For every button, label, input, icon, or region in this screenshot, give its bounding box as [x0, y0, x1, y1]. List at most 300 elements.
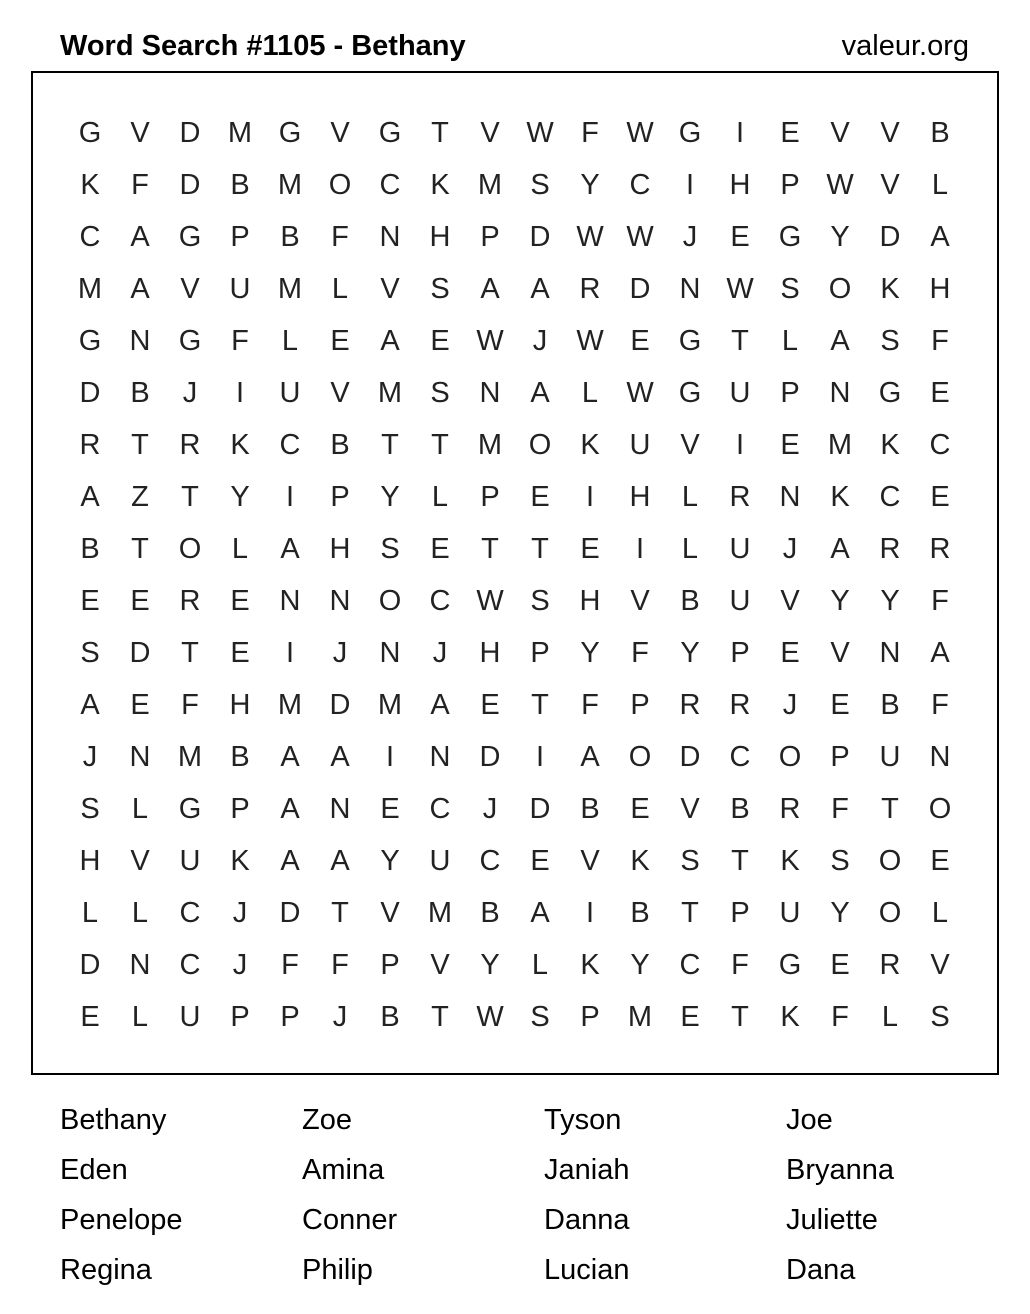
grid-letter: V — [480, 117, 500, 149]
grid-letter: C — [379, 169, 401, 201]
grid-letter: A — [930, 221, 950, 253]
grid-letter: M — [177, 741, 203, 773]
grid-letter: I — [685, 169, 695, 201]
grid-letter: W — [626, 221, 654, 253]
grid-letter: S — [380, 533, 400, 565]
grid-letter: E — [930, 845, 950, 877]
grid-letter: R — [729, 481, 751, 513]
grid-letter: N — [679, 273, 701, 305]
grid-letter: P — [480, 481, 500, 513]
grid-letter: H — [929, 273, 951, 305]
grid-letter: L — [131, 793, 149, 825]
grid-letter: E — [130, 689, 150, 721]
grid-letter: S — [930, 1001, 950, 1033]
grid-letter: A — [830, 325, 850, 357]
grid-letter: A — [430, 689, 450, 721]
grid-letter: S — [530, 585, 550, 617]
grid-letter: K — [880, 273, 900, 305]
grid-letter: R — [179, 429, 201, 461]
grid-letter: B — [280, 221, 300, 253]
grid-letter: O — [878, 845, 902, 877]
grid-letter: N — [129, 741, 151, 773]
grid-letter: E — [680, 1001, 700, 1033]
grid-letter: K — [580, 429, 600, 461]
grid-letter: K — [830, 481, 850, 513]
grid-letter: E — [730, 221, 750, 253]
grid-letter: V — [880, 117, 900, 149]
grid-letter: C — [179, 897, 201, 929]
grid-letter: R — [729, 689, 751, 721]
word-list-item: Juliette — [786, 1204, 878, 1236]
grid-letter: H — [729, 169, 751, 201]
grid-letter: K — [80, 169, 100, 201]
grid-letter: K — [780, 845, 800, 877]
word-list-item: Zoe — [302, 1104, 352, 1136]
grid-letter: W — [626, 117, 654, 149]
grid-letter: S — [830, 845, 850, 877]
grid-letter: G — [678, 325, 702, 357]
grid-letter: T — [431, 429, 449, 461]
grid-letter: C — [729, 741, 751, 773]
grid-letter: K — [880, 429, 900, 461]
grid-letter: G — [778, 221, 802, 253]
word-list-item: Dana — [786, 1254, 856, 1286]
grid-letter: E — [630, 793, 650, 825]
grid-letter: I — [735, 429, 745, 461]
grid-letter: J — [532, 325, 548, 357]
word-list-item: Danna — [544, 1204, 630, 1236]
grid-letter: V — [380, 897, 400, 929]
grid-letter: K — [230, 845, 250, 877]
grid-letter: V — [680, 429, 700, 461]
grid-letter: A — [130, 221, 150, 253]
word-list-item: Eden — [60, 1154, 128, 1186]
grid-letter: E — [930, 481, 950, 513]
grid-letter: E — [130, 585, 150, 617]
grid-letter: P — [780, 377, 800, 409]
grid-letter: L — [581, 377, 599, 409]
grid-letter: E — [230, 637, 250, 669]
grid-letter: T — [181, 637, 199, 669]
grid-letter: M — [277, 169, 303, 201]
grid-letter: E — [530, 845, 550, 877]
grid-letter: T — [731, 845, 749, 877]
word-list-item: Joe — [786, 1104, 833, 1136]
grid-letter: K — [780, 1001, 800, 1033]
grid-letter: B — [230, 169, 250, 201]
grid-letter: T — [131, 429, 149, 461]
grid-letter: M — [627, 1001, 653, 1033]
grid-letter: C — [429, 585, 451, 617]
grid-letter: W — [626, 377, 654, 409]
grid-letter: U — [279, 377, 301, 409]
grid-letter: R — [929, 533, 951, 565]
grid-letter: E — [830, 689, 850, 721]
grid-letter: T — [431, 1001, 449, 1033]
grid-letter: Y — [380, 845, 400, 877]
grid-letter: E — [630, 325, 650, 357]
grid-letter: F — [831, 793, 849, 825]
grid-letter: H — [479, 637, 501, 669]
grid-letter: I — [285, 637, 295, 669]
grid-letter: C — [629, 169, 651, 201]
grid-letter: A — [830, 533, 850, 565]
grid-letter: I — [635, 533, 645, 565]
grid-letter: F — [181, 689, 199, 721]
grid-letter: V — [680, 793, 700, 825]
word-list-item: Regina — [60, 1254, 152, 1286]
grid-letter: B — [630, 897, 650, 929]
grid-letter: J — [782, 533, 798, 565]
grid-letter: A — [480, 273, 500, 305]
grid-letter: F — [931, 689, 949, 721]
grid-letter: U — [729, 533, 751, 565]
grid-letter: V — [880, 169, 900, 201]
grid-letter: M — [477, 169, 503, 201]
grid-letter: L — [931, 169, 949, 201]
grid-letter: L — [681, 533, 699, 565]
grid-letter: S — [530, 169, 550, 201]
puzzle-box — [31, 71, 999, 1075]
grid-letter: H — [79, 845, 101, 877]
grid-letter: P — [330, 481, 350, 513]
grid-letter: O — [178, 533, 202, 565]
grid-letter: P — [830, 741, 850, 773]
grid-letter: R — [879, 949, 901, 981]
grid-letter: W — [576, 221, 604, 253]
grid-letter: T — [331, 897, 349, 929]
grid-letter: B — [680, 585, 700, 617]
grid-letter: D — [179, 117, 201, 149]
grid-letter: E — [430, 325, 450, 357]
grid-letter: Y — [880, 585, 900, 617]
grid-letter: F — [581, 689, 599, 721]
grid-letter: M — [477, 429, 503, 461]
grid-letter: Z — [131, 481, 149, 513]
grid-letter: C — [429, 793, 451, 825]
grid-letter: T — [381, 429, 399, 461]
grid-letter: L — [531, 949, 549, 981]
grid-letter: M — [277, 273, 303, 305]
grid-letter: G — [278, 117, 302, 149]
grid-letter: Y — [830, 897, 850, 929]
grid-letter: W — [476, 1001, 504, 1033]
grid-letter: V — [830, 117, 850, 149]
grid-letter: T — [481, 533, 499, 565]
grid-letter: V — [430, 949, 450, 981]
grid-letter: H — [329, 533, 351, 565]
grid-letter: A — [280, 533, 300, 565]
grid-letter: I — [235, 377, 245, 409]
grid-letter: F — [331, 949, 349, 981]
grid-letter: A — [330, 741, 350, 773]
grid-letter: N — [879, 637, 901, 669]
grid-letter: B — [880, 689, 900, 721]
grid-letter: O — [878, 897, 902, 929]
grid-letter: N — [329, 793, 351, 825]
grid-letter: P — [580, 1001, 600, 1033]
grid-letter: U — [429, 845, 451, 877]
grid-letter: P — [530, 637, 550, 669]
grid-letter: S — [530, 1001, 550, 1033]
grid-letter: F — [131, 169, 149, 201]
grid-letter: E — [80, 585, 100, 617]
grid-letter: G — [78, 325, 102, 357]
grid-letter: T — [881, 793, 899, 825]
grid-letter: J — [82, 741, 98, 773]
site-name: valeur.org — [841, 30, 969, 62]
grid-letter: D — [479, 741, 501, 773]
grid-letter: P — [280, 1001, 300, 1033]
grid-letter: R — [679, 689, 701, 721]
grid-letter: E — [580, 533, 600, 565]
grid-letter: V — [830, 637, 850, 669]
grid-letter: E — [380, 793, 400, 825]
grid-letter: N — [929, 741, 951, 773]
grid-letter: L — [81, 897, 99, 929]
grid-letter: L — [781, 325, 799, 357]
grid-letter: Y — [580, 169, 600, 201]
grid-letter: A — [80, 689, 100, 721]
grid-letter: C — [479, 845, 501, 877]
grid-letter: V — [330, 117, 350, 149]
grid-letter: C — [279, 429, 301, 461]
grid-letter: P — [780, 169, 800, 201]
grid-letter: V — [130, 117, 150, 149]
grid-letter: B — [730, 793, 750, 825]
grid-letter: R — [879, 533, 901, 565]
grid-letter: H — [579, 585, 601, 617]
grid-letter: N — [379, 637, 401, 669]
grid-letter: L — [931, 897, 949, 929]
word-list — [60, 1095, 1028, 1295]
grid-letter: I — [735, 117, 745, 149]
grid-letter: M — [77, 273, 103, 305]
grid-letter: N — [479, 377, 501, 409]
grid-letter: V — [180, 273, 200, 305]
grid-letter: N — [829, 377, 851, 409]
grid-letter: W — [526, 117, 554, 149]
grid-letter: M — [377, 377, 403, 409]
grid-letter: G — [178, 325, 202, 357]
grid-letter: J — [682, 221, 698, 253]
grid-letter: Y — [380, 481, 400, 513]
grid-letter: U — [879, 741, 901, 773]
grid-letter: T — [181, 481, 199, 513]
grid-letter: M — [427, 897, 453, 929]
grid-letter: N — [279, 585, 301, 617]
grid-letter: A — [380, 325, 400, 357]
grid-letter: T — [681, 897, 699, 929]
grid-letter: B — [80, 533, 100, 565]
word-list-item: Conner — [302, 1204, 398, 1236]
grid-letter: B — [230, 741, 250, 773]
grid-letter: J — [432, 637, 448, 669]
grid-letter: E — [230, 585, 250, 617]
grid-letter: R — [779, 793, 801, 825]
grid-letter: B — [930, 117, 950, 149]
grid-letter: P — [480, 221, 500, 253]
grid-letter: W — [476, 325, 504, 357]
grid-letter: U — [179, 845, 201, 877]
grid-letter: Y — [480, 949, 500, 981]
grid-letter: C — [879, 481, 901, 513]
grid-letter: B — [330, 429, 350, 461]
grid-letter: Y — [830, 221, 850, 253]
grid-letter: D — [679, 741, 701, 773]
grid-letter: K — [430, 169, 450, 201]
grid-letter: R — [79, 429, 101, 461]
grid-letter: Y — [580, 637, 600, 669]
grid-letter: F — [331, 221, 349, 253]
grid-letter: C — [179, 949, 201, 981]
grid-letter: T — [131, 533, 149, 565]
grid-letter: D — [529, 793, 551, 825]
grid-letter: E — [780, 429, 800, 461]
grid-letter: C — [79, 221, 101, 253]
grid-letter: N — [129, 949, 151, 981]
grid-letter: S — [80, 637, 100, 669]
grid-letter: P — [230, 1001, 250, 1033]
grid-letter: L — [131, 1001, 149, 1033]
grid-letter: K — [230, 429, 250, 461]
grid-letter: L — [331, 273, 349, 305]
grid-letter: B — [580, 793, 600, 825]
grid-letter: T — [531, 689, 549, 721]
grid-letter: O — [528, 429, 552, 461]
grid-letter: T — [531, 533, 549, 565]
grid-letter: E — [780, 117, 800, 149]
grid-letter: R — [179, 585, 201, 617]
grid-letter: Y — [630, 949, 650, 981]
grid-letter: I — [585, 897, 595, 929]
grid-letter: V — [380, 273, 400, 305]
grid-letter: B — [130, 377, 150, 409]
grid-letter: D — [879, 221, 901, 253]
grid-letter: S — [680, 845, 700, 877]
grid-letter: R — [579, 273, 601, 305]
grid-letter: D — [279, 897, 301, 929]
grid-letter: I — [285, 481, 295, 513]
grid-letter: N — [129, 325, 151, 357]
grid-letter: F — [731, 949, 749, 981]
grid-letter: E — [830, 949, 850, 981]
grid-letter: D — [179, 169, 201, 201]
grid-letter: F — [831, 1001, 849, 1033]
grid-letter: V — [330, 377, 350, 409]
grid-letter: F — [281, 949, 299, 981]
grid-letter: E — [530, 481, 550, 513]
grid-letter: N — [379, 221, 401, 253]
grid-letter: A — [530, 897, 550, 929]
grid-letter: K — [580, 949, 600, 981]
grid-letter: W — [826, 169, 854, 201]
grid-letter: E — [430, 533, 450, 565]
grid-letter: L — [681, 481, 699, 513]
grid-letter: S — [430, 273, 450, 305]
grid-letter: H — [629, 481, 651, 513]
grid-letter: U — [729, 585, 751, 617]
grid-letter: N — [329, 585, 351, 617]
grid-letter: S — [880, 325, 900, 357]
grid-letter: G — [178, 793, 202, 825]
grid-letter: Y — [230, 481, 250, 513]
grid-letter: D — [529, 221, 551, 253]
grid-letter: I — [385, 741, 395, 773]
grid-letter: J — [332, 1001, 348, 1033]
page-title: Word Search #1105 - Bethany — [60, 30, 466, 62]
grid-letter: D — [79, 377, 101, 409]
grid-letter: A — [80, 481, 100, 513]
word-list-item: Tyson — [544, 1104, 622, 1136]
grid-letter: E — [480, 689, 500, 721]
grid-letter: G — [178, 221, 202, 253]
grid-letter: P — [380, 949, 400, 981]
grid-letter: O — [778, 741, 802, 773]
letter-grid — [65, 107, 965, 1043]
grid-letter: A — [130, 273, 150, 305]
grid-letter: W — [576, 325, 604, 357]
grid-letter: Y — [680, 637, 700, 669]
grid-letter: A — [580, 741, 600, 773]
grid-letter: A — [530, 377, 550, 409]
grid-letter: L — [431, 481, 449, 513]
grid-letter: P — [630, 689, 650, 721]
grid-letter: F — [631, 637, 649, 669]
grid-letter: L — [131, 897, 149, 929]
grid-letter: C — [929, 429, 951, 461]
grid-letter: U — [229, 273, 251, 305]
grid-letter: V — [130, 845, 150, 877]
grid-letter: K — [630, 845, 650, 877]
grid-letter: O — [378, 585, 402, 617]
grid-letter: W — [726, 273, 754, 305]
grid-letter: D — [79, 949, 101, 981]
grid-letter: N — [429, 741, 451, 773]
grid-letter: T — [431, 117, 449, 149]
grid-letter: T — [731, 325, 749, 357]
grid-letter: D — [129, 637, 151, 669]
word-list-item: Bryanna — [786, 1154, 895, 1186]
grid-letter: E — [330, 325, 350, 357]
grid-letter: G — [378, 117, 402, 149]
grid-letter: C — [679, 949, 701, 981]
grid-letter: G — [878, 377, 902, 409]
grid-letter: A — [280, 793, 300, 825]
grid-letter: Y — [830, 585, 850, 617]
grid-letter: T — [731, 1001, 749, 1033]
grid-letter: L — [881, 1001, 899, 1033]
grid-letter: M — [827, 429, 853, 461]
grid-letter: A — [330, 845, 350, 877]
grid-letter: P — [230, 221, 250, 253]
grid-letter: S — [780, 273, 800, 305]
grid-letter: I — [585, 481, 595, 513]
grid-letter: W — [476, 585, 504, 617]
word-list-item: Bethany — [60, 1104, 167, 1136]
grid-letter: D — [629, 273, 651, 305]
grid-letter: L — [231, 533, 249, 565]
grid-letter: J — [782, 689, 798, 721]
grid-letter: G — [78, 117, 102, 149]
grid-letter: B — [480, 897, 500, 929]
grid-letter: U — [629, 429, 651, 461]
grid-letter: A — [280, 741, 300, 773]
grid-letter: J — [182, 377, 198, 409]
grid-letter: F — [581, 117, 599, 149]
grid-letter: A — [280, 845, 300, 877]
word-list-item: Penelope — [60, 1204, 183, 1236]
